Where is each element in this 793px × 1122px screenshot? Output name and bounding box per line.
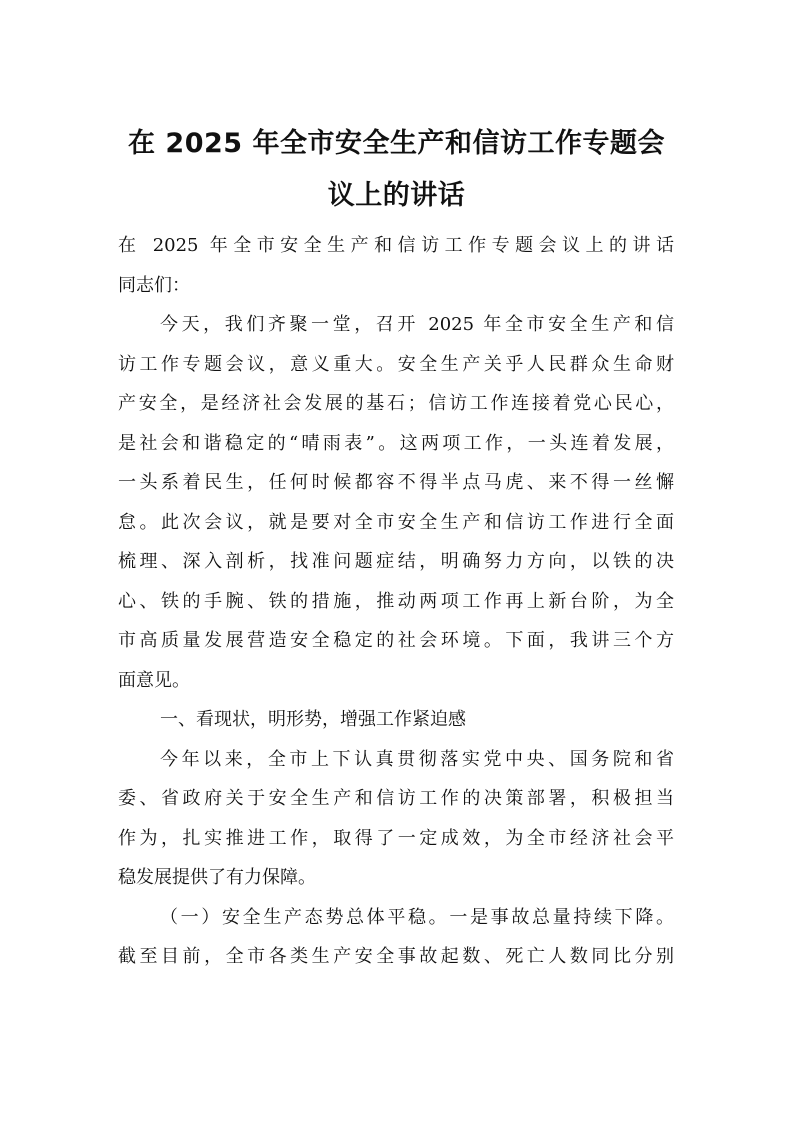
section-heading: 一、看现状，明形势，增强工作紧迫感: [160, 709, 466, 730]
body-line: 心、铁的手腕、铁的措施，推动两项工作再上新台阶，为全: [118, 590, 674, 612]
document-title: [100, 118, 693, 222]
body-line: 在 2025 年全市安全生产和信访工作专题会议上的讲话: [118, 235, 674, 256]
body-line: 梳理、深入剖析，找准问题症结，明确努力方向，以铁的决: [118, 551, 674, 572]
body-line: 怠。此次会议，就是要对全市安全生产和信访工作进行全面: [118, 511, 674, 533]
body-line: 今年以来，全市上下认真贯彻落实党中央、国务院和省: [160, 748, 674, 770]
body-line: 今天，我们齐聚一堂，召开 2025 年全市安全生产和信: [160, 314, 674, 335]
body-line: 作为，扎实推进工作，取得了一定成效，为全市经济社会平: [118, 827, 674, 849]
document-body: [118, 226, 674, 977]
body-line: 面意见。: [118, 669, 190, 691]
body-line: 稳发展提供了有力保障。: [118, 867, 316, 888]
body-line: 访工作专题会议，意义重大。安全生产关乎人民群众生命财: [118, 353, 674, 375]
body-line: 截至目前，全市各类生产安全事故起数、死亡人数同比分别: [118, 946, 674, 967]
body-line: 是社会和谐稳定的“晴雨表”。这两项工作，一头连着发展，: [118, 432, 674, 454]
salutation: 同志们：: [118, 274, 190, 296]
title-line-2: 议上的讲话: [327, 180, 466, 211]
title-line-1: 在 2025 年全市安全生产和信访工作专题会: [128, 128, 665, 159]
body-line: 一头系着民生，任何时候都容不得半点马虎、来不得一丝懈: [118, 472, 674, 493]
body-line: 市高质量发展营造安全稳定的社会环境。下面，我讲三个方: [118, 630, 674, 651]
body-line: 产安全，是经济社会发展的基石；信访工作连接着党心民心，: [118, 393, 674, 414]
body-line: 委、省政府关于安全生产和信访工作的决策部署，积极担当: [118, 788, 674, 809]
subsection-line: （一）安全生产态势总体平稳。一是事故总量持续下降。: [160, 906, 674, 928]
